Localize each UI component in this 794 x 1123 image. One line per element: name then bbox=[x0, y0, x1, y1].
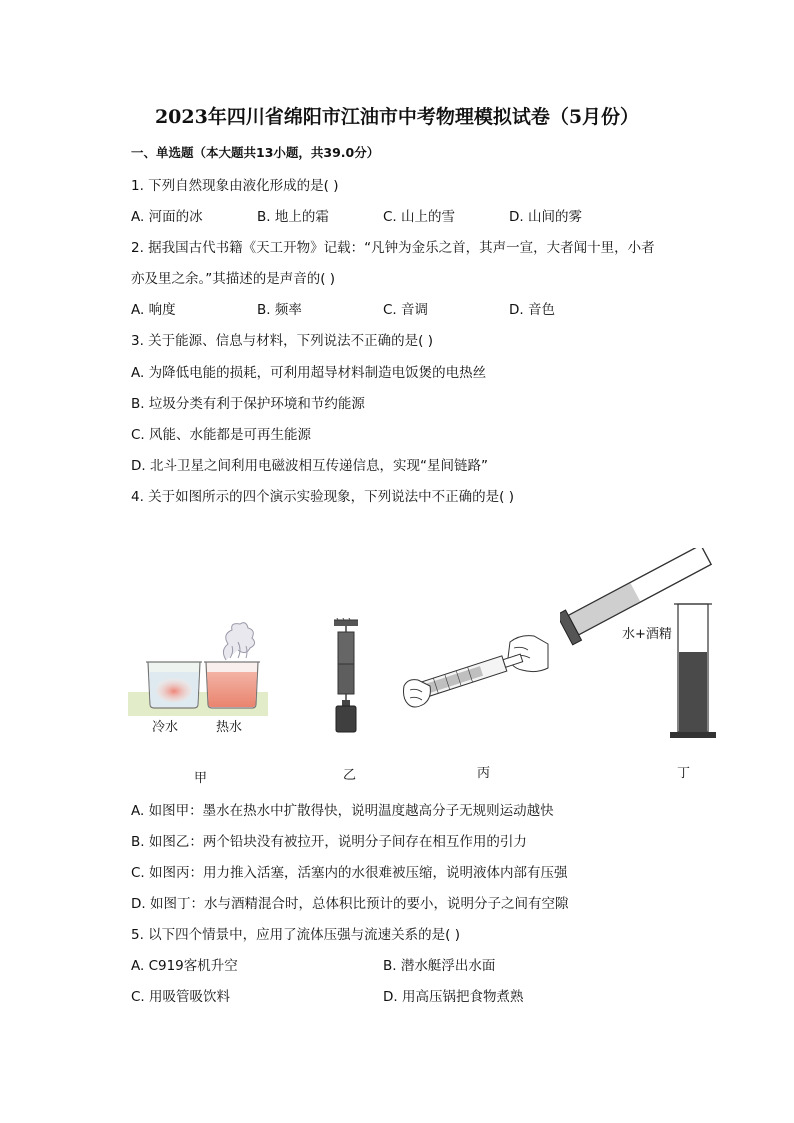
question-4-option-b: B. 如图乙：两个铅块没有被拉开，说明分子间存在相互作用的引力 bbox=[131, 834, 527, 850]
question-4-option-c: C. 如图丙：用力推入活塞，活塞内的水很难被压缩，说明液体内部有压强 bbox=[131, 865, 568, 881]
cold-water-label: 冷水 bbox=[152, 720, 179, 735]
figure-ding-cylinders bbox=[560, 548, 730, 748]
question-2-option-a: A. 响度 bbox=[131, 302, 176, 318]
question-3-option-d: D. 北斗卫星之间利用电磁波相互传递信息，实现“星间链路” bbox=[131, 458, 488, 474]
figure-yi-lead-blocks bbox=[326, 618, 366, 738]
question-3-option-b: B. 垃圾分类有利于保护环境和节约能源 bbox=[131, 396, 365, 412]
question-1-option-a: A. 河面的冰 bbox=[131, 209, 203, 225]
question-1-option-c: C. 山上的雪 bbox=[383, 209, 456, 225]
question-5-option-a: A. C919客机升空 bbox=[131, 958, 238, 974]
question-4-option-d: D. 如图丁：水与酒精混合时，总体积比预计的要小，说明分子之间有空隙 bbox=[131, 896, 569, 912]
question-2-stem-line-1: 2. 据我国古代书籍《天工开物》记载：“凡钟为金乐之首，其声一宣，大者闻十里，小者 bbox=[131, 240, 655, 256]
water-alcohol-label: 水+酒精 bbox=[622, 627, 672, 642]
question-4-stem: 4. 关于如图所示的四个演示实验现象，下列说法中不正确的是( ) bbox=[131, 489, 514, 505]
question-3-option-a: A. 为降低电能的损耗，可利用超导材料制造电饭煲的电热丝 bbox=[131, 365, 487, 381]
question-5-option-b: B. 潜水艇浮出水面 bbox=[383, 958, 496, 974]
figure-label-bing: 丙 bbox=[477, 766, 491, 781]
question-1-option-d: D. 山间的雾 bbox=[509, 209, 582, 225]
hot-water-label: 热水 bbox=[216, 720, 243, 735]
question-4-option-a: A. 如图甲：墨水在热水中扩散得快，说明温度越高分子无规则运动越快 bbox=[131, 803, 554, 819]
question-2-stem-line-2: 亦及里之余。”其描述的是声音的( ) bbox=[131, 271, 336, 287]
question-5-option-d: D. 用高压锅把食物煮熟 bbox=[383, 989, 524, 1005]
figure-jia-beakers bbox=[128, 620, 268, 720]
question-5-option-c: C. 用吸管吸饮料 bbox=[131, 989, 231, 1005]
question-1-stem: 1. 下列自然现象由液化形成的是( ) bbox=[131, 178, 339, 194]
figure-label-yi: 乙 bbox=[343, 768, 357, 783]
question-2-option-b: B. 频率 bbox=[257, 302, 302, 318]
section-heading: 一、单选题（本大题共13小题，共39.0分） bbox=[131, 145, 380, 160]
question-5-stem: 5. 以下四个情景中，应用了流体压强与流速关系的是( ) bbox=[131, 927, 460, 943]
question-2-option-d: D. 音色 bbox=[509, 302, 555, 318]
page-title: 2023年四川省绵阳市江油市中考物理模拟试卷（5月份） bbox=[154, 106, 640, 128]
figure-label-ding: 丁 bbox=[677, 766, 691, 781]
figure-label-jia: 甲 bbox=[194, 771, 208, 786]
question-2-option-c: C. 音调 bbox=[383, 302, 429, 318]
question-3-option-c: C. 风能、水能都是可再生能源 bbox=[131, 427, 312, 443]
question-3-stem: 3. 关于能源、信息与材料，下列说法不正确的是( ) bbox=[131, 333, 433, 349]
figure-bing-syringe bbox=[402, 628, 552, 720]
question-1-option-b: B. 地上的霜 bbox=[257, 209, 329, 225]
